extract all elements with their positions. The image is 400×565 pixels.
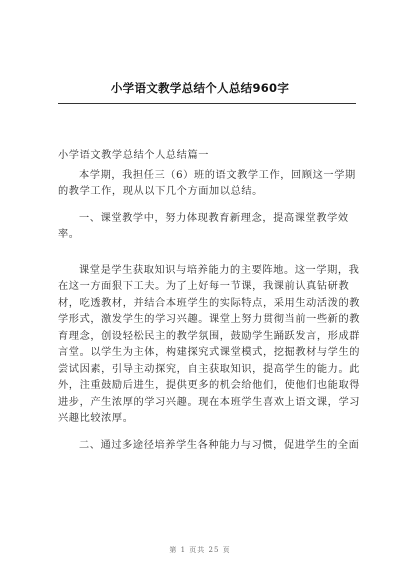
paragraph-line: 尝试因素，引导主动探究，自主获取知识，提高学生的能力。此 [58,363,361,375]
paragraph-line: 育理念，创设轻松民主的教学氛围，鼓励学生踊跃发言，形成群 [58,330,361,342]
paragraph-line: 二、通过多途径培养学生各种能力与习惯，促进学生的全面 [79,439,360,451]
paragraph-line: 率。 [58,229,80,240]
paragraph-line: 学形式，激发学生的学习兴趣。课堂上努力贯彻当前一些新的教 [58,314,361,325]
document-title: 小学语文教学总结个人总结960字 [110,81,290,95]
paragraph-line: 一、课堂教学中，努力体现教育新理念，提高课堂教学效 [79,212,349,224]
paragraph-line: 兴趣比较浓厚。 [58,413,134,424]
paragraph-line: 材，吃透教材，并结合本班学生的实际特点，采用生动活泼的教 [58,297,361,309]
paragraph-line: 言堂。以学生为主体，构建探究式课堂模式，挖掘教材与学生的 [58,347,361,358]
paragraph-line: 本学期，我担任三（6）班的语文教学工作，回顾这一学期 [79,169,356,181]
paragraph-line: 在这一方面狠下工夫。为了上好每一节课，我课前认真钻研教 [58,281,350,292]
title-rule [58,103,356,104]
page-footer: 第 1 页共 25 页 [169,546,231,554]
paragraph-line: 进步，产生浓厚的学习兴趣。现在本班学生喜欢上语文课，学习 [58,396,361,408]
section-heading: 小学语文教学总结个人总结篇一 [58,150,210,161]
document-body [58,148,361,454]
paragraph-line: 外，注重鼓励后进生，提供更多的机会给他们，使他们也能取得 [58,380,361,391]
paragraph-line: 的教学工作，现从以下几个方面加以总结。 [58,186,263,197]
paragraph-line: 课堂是学生获取知识与培养能力的主要阵地。这一学期，我 [79,264,360,276]
